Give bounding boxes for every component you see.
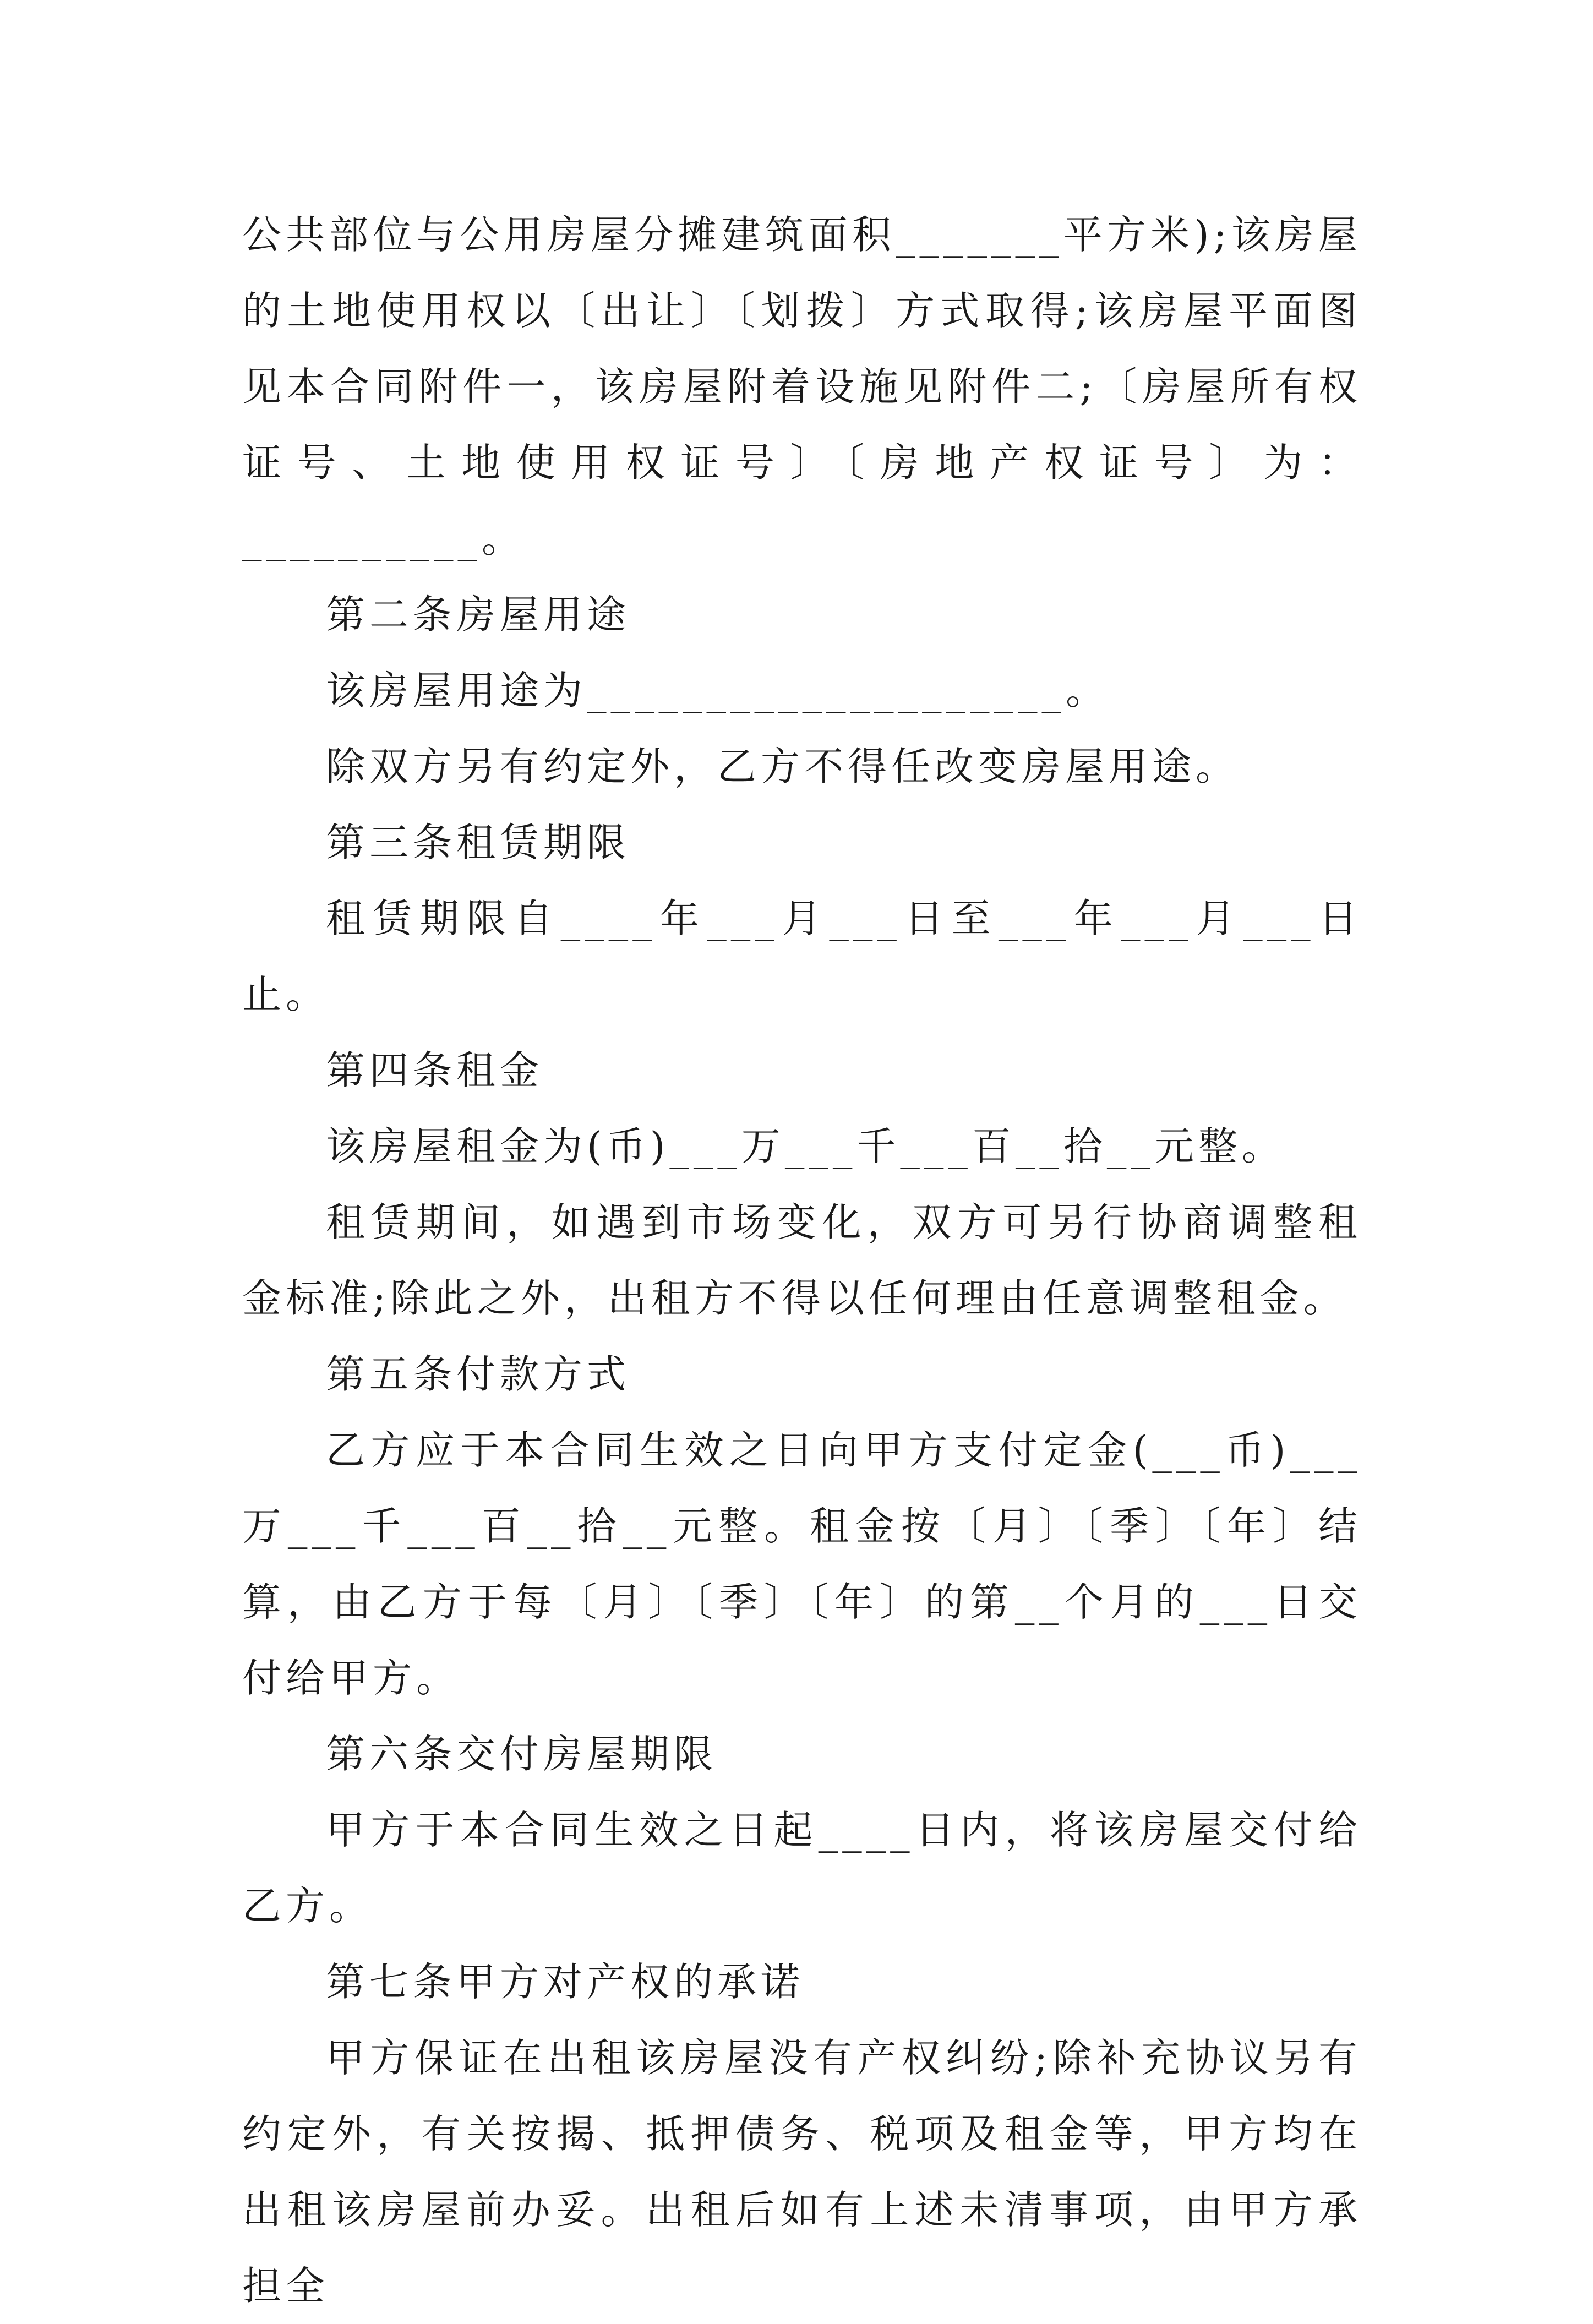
heading-article-6: 第六条交付房屋期限 <box>326 1731 718 1777</box>
paragraph-delivery: 甲方于本合同生效之日起____日内，将该房屋交付给乙方。 <box>242 1807 1362 1929</box>
heading-article-2: 第二条房屋用途 <box>326 592 631 637</box>
heading-article-4: 第四条租金 <box>326 1048 544 1093</box>
paragraph-usage-restriction: 除双方另有约定外，乙方不得任改变房屋用途。 <box>326 744 1240 789</box>
paragraph-rent-adjustment: 租赁期间，如遇到市场变化，双方可另行协商调整租金标准;除此之外，出租方不得以任何理由任意调整租金。 <box>242 1199 1362 1321</box>
paragraph-payment: 乙方应于本合同生效之日向甲方支付定金(___币)___万___千___百__拾__元整。租金按〔月〕〔季〕〔年〕结算，由乙方于每〔月〕〔季〕〔年〕的第__个月的___日交付给甲方。 <box>242 1427 1362 1701</box>
document-body <box>242 197 1362 2324</box>
heading-article-5: 第五条付款方式 <box>326 1351 631 1397</box>
paragraph-lease-term: 租赁期限自____年___月___日至___年___月___日止。 <box>242 896 1362 1017</box>
paragraph-rent-amount: 该房屋租金为(币)___万___千___百__拾__元整。 <box>326 1123 1285 1169</box>
paragraph-property-area: 公共部位与公用房屋分摊建筑面积_______平方米);该房屋的土地使用权以〔出让〕〔划拨〕方式取得;该房屋平面图见本合同附件一，该房屋附着设施见附件二;〔房屋所有权证号、土地使用权证号〕〔房地产权证号〕为：__________。 <box>242 212 1362 561</box>
paragraph-usage: 该房屋用途为____________________。 <box>326 668 1110 713</box>
heading-article-7: 第七条甲方对产权的承诺 <box>326 1959 805 2005</box>
heading-article-3: 第三条租赁期限 <box>326 820 631 865</box>
paragraph-title-guarantee: 甲方保证在出租该房屋没有产权纠纷;除补充协议另有约定外，有关按揭、抵押债务、税项及租金等，甲方均在出租该房屋前办妥。出租后如有上述未清事项，由甲方承担全 <box>242 2035 1362 2309</box>
